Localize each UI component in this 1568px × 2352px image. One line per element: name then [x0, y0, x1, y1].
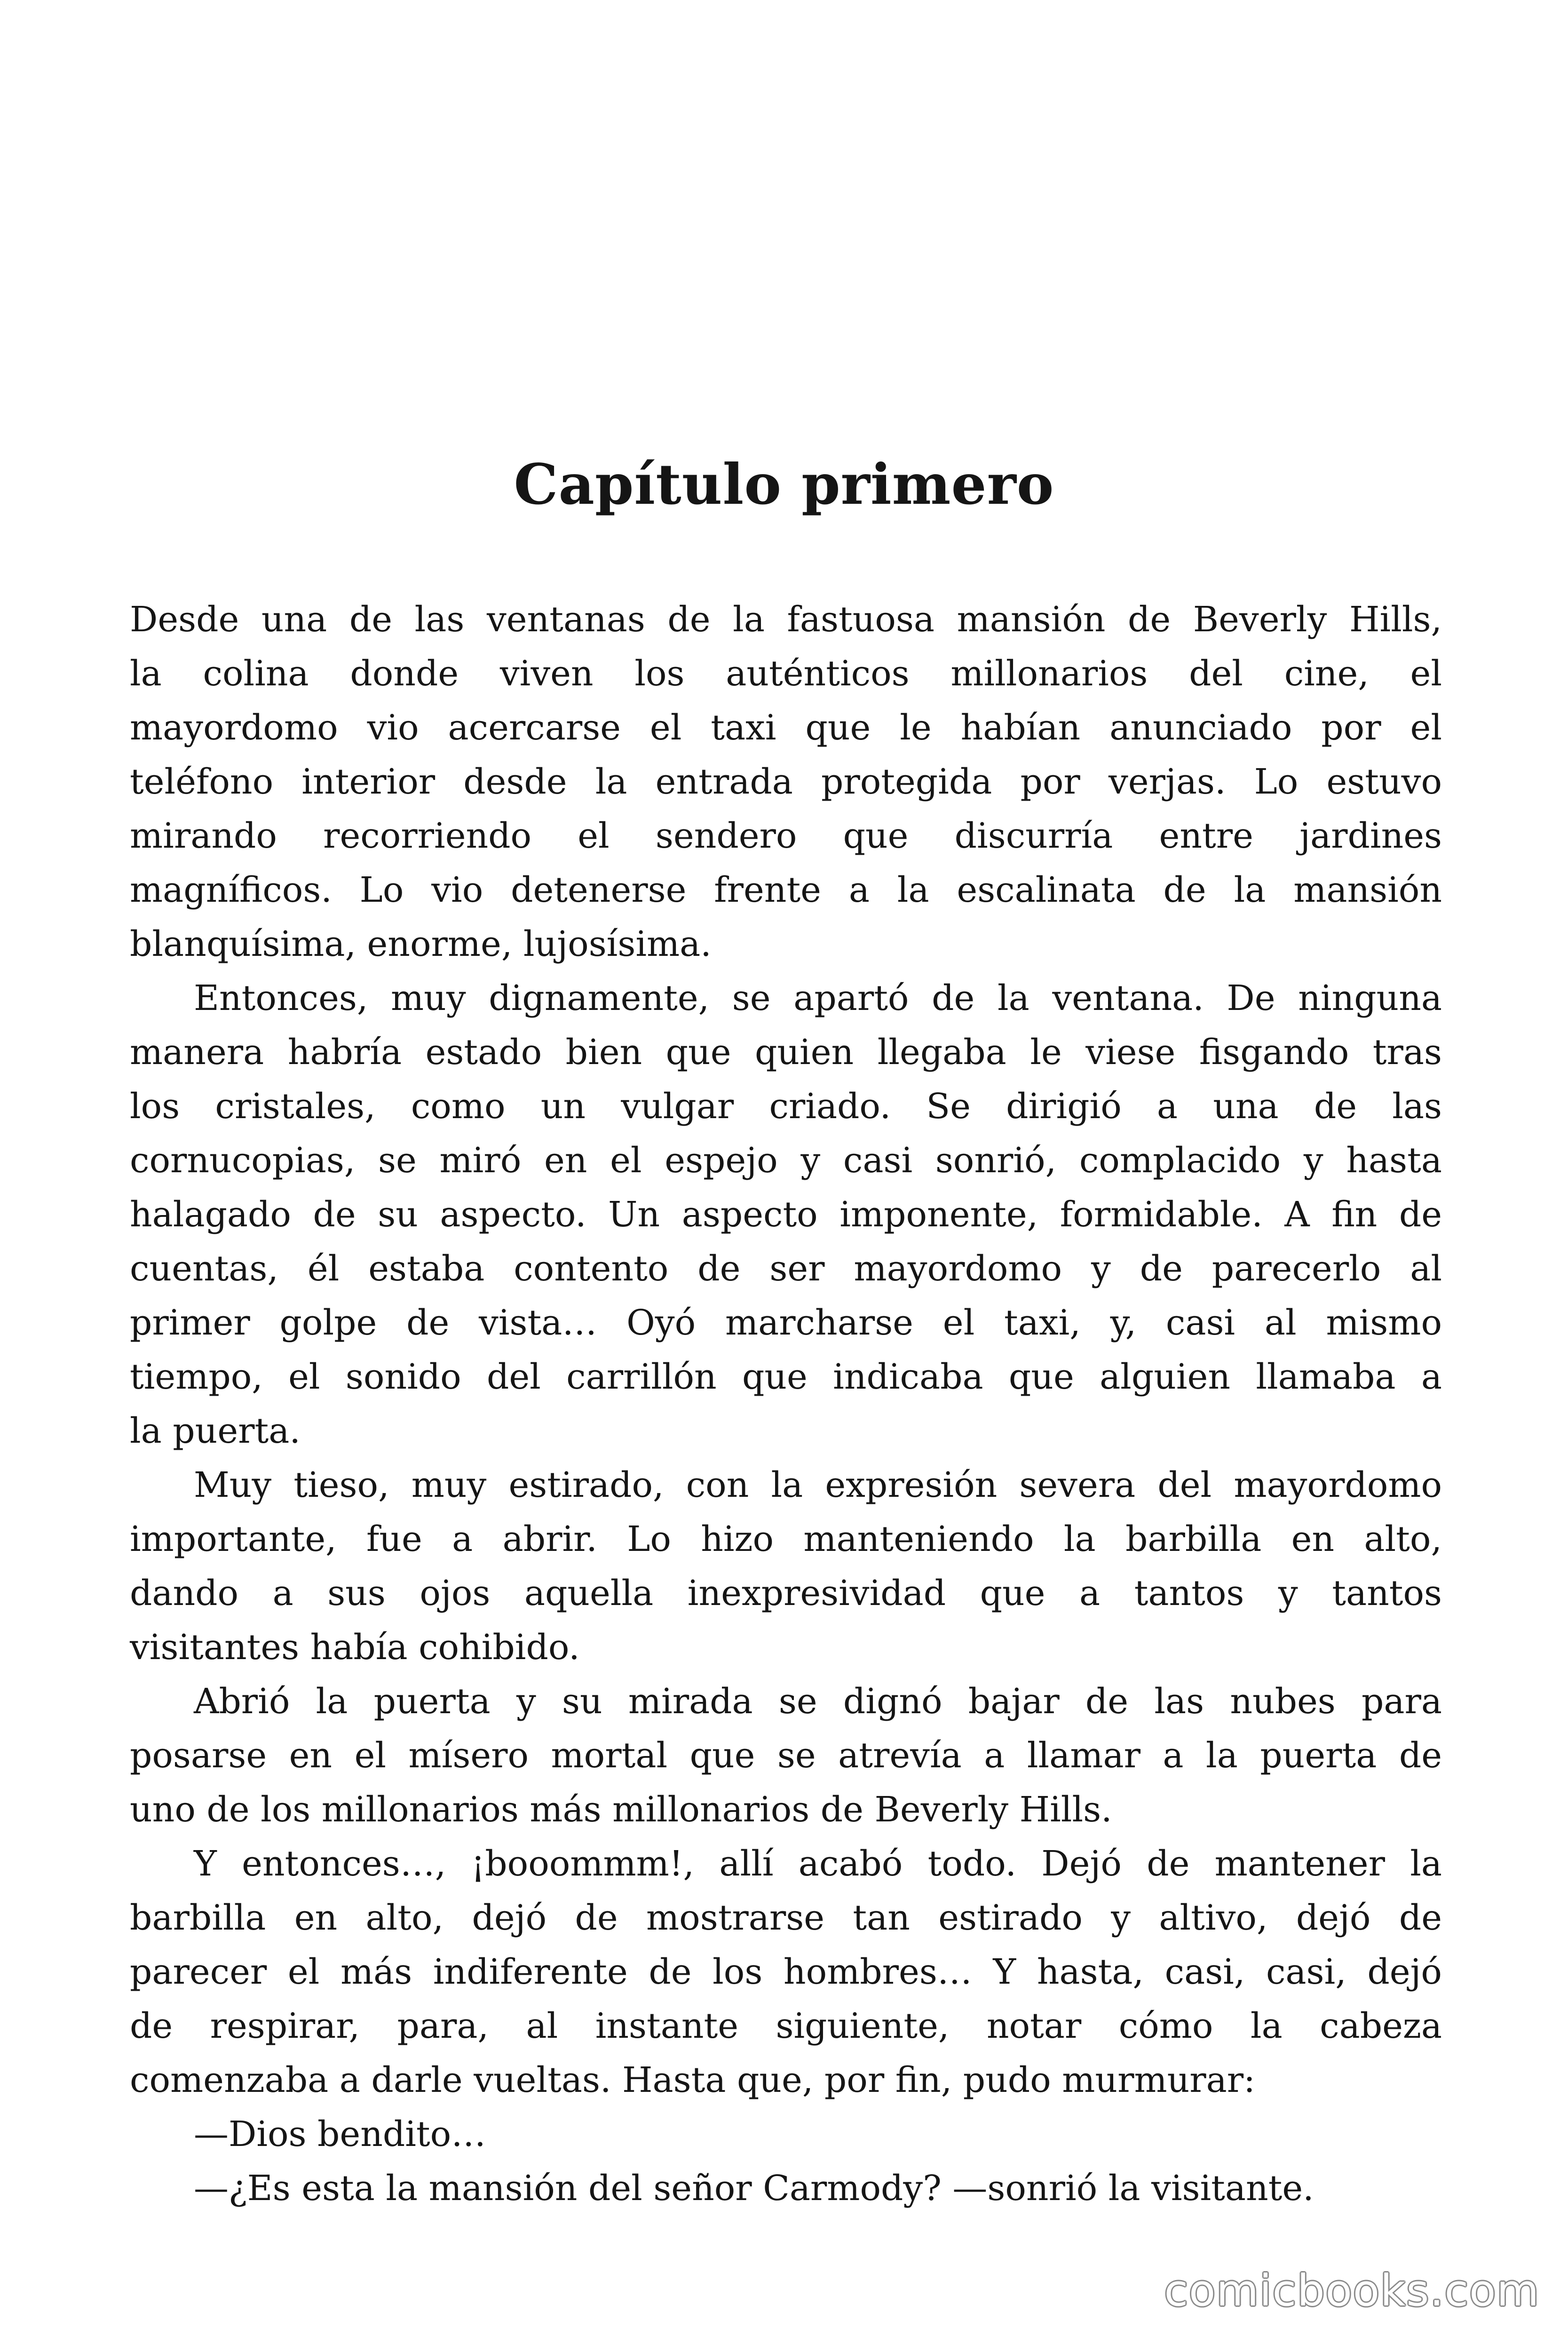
text-line: los cristales, como un vulgar criado. Se dirigió a una de las — [130, 1086, 1442, 1127]
text-line: tiempo, el sonido del carrillón que indicaba que alguien llamaba a — [130, 1357, 1442, 1397]
text-line: manera habría estado bien que quien llegaba le viese fisgando tras — [130, 1032, 1442, 1073]
chapter-title: Capítulo primero — [514, 452, 1054, 517]
paragraph — [130, 971, 1442, 1458]
watermark: comicbooks.com — [1164, 2265, 1540, 2316]
text-line: cornucopias, se miró en el espejo y casi sonrió, complacido y hasta — [130, 1140, 1442, 1181]
text-line: cuentas, él estaba contento de ser mayordomo y de parecerlo al — [130, 1248, 1442, 1289]
text-line: Y entonces…, ¡booommm!, allí acabó todo. Dejó de mantener la — [194, 1843, 1442, 1884]
text-line: visitantes había cohibido. — [130, 1627, 580, 1668]
paragraph — [130, 1837, 1442, 2107]
text-line: parecer el más indiferente de los hombres… Y hasta, casi, casi, dejó — [130, 1952, 1442, 1992]
text-line: magníficos. Lo vio detenerse frente a la escalinata de la mansión — [130, 870, 1442, 910]
text-line: mirando recorriendo el sendero que discurría entre jardines — [130, 816, 1442, 856]
text-line: Muy tieso, muy estirado, con la expresión severa del mayordomo — [194, 1465, 1442, 1505]
text-line: —Dios bendito… — [194, 2114, 486, 2154]
text-line: la colina donde viven los auténticos millonarios del cine, el — [130, 653, 1442, 694]
text-line: barbilla en alto, dejó de mostrarse tan estirado y altivo, dejó de — [130, 1898, 1442, 1938]
text-line: —¿Es esta la mansión del señor Carmody? —sonrió la visitante. — [194, 2168, 1314, 2209]
text-line: mayordomo vio acercarse el taxi que le habían anunciado por el — [130, 707, 1442, 748]
paragraph — [130, 593, 1442, 971]
dialogue-line — [130, 2161, 1442, 2216]
text-line: comenzaba a darle vueltas. Hasta que, por fin, pudo murmurar: — [130, 2060, 1256, 2100]
text-line: Desde una de las ventanas de la fastuosa mansión de Beverly Hills, — [130, 599, 1442, 640]
paragraph — [130, 1458, 1442, 1675]
text-line: blanquísima, enorme, lujosísima. — [130, 924, 712, 964]
text-line: primer golpe de vista… Oyó marcharse el taxi, y, casi al mismo — [130, 1303, 1442, 1343]
text-line: Abrió la puerta y su mirada se dignó bajar de las nubes para — [194, 1681, 1442, 1722]
text-line: de respirar, para, al instante siguiente, notar cómo la cabeza — [130, 2006, 1442, 2046]
chapter-body — [130, 593, 1442, 2216]
text-line: halagado de su aspecto. Un aspecto imponente, formidable. A fin de — [130, 1194, 1442, 1235]
text-line: dando a sus ojos aquella inexpresividad que a tantos y tantos — [130, 1573, 1442, 1613]
text-line: uno de los millonarios más millonarios de Beverly Hills. — [130, 1789, 1112, 1830]
text-line: teléfono interior desde la entrada protegida por verjas. Lo estuvo — [130, 762, 1442, 802]
text-line: la puerta. — [130, 1411, 301, 1451]
text-line: importante, fue a abrir. Lo hizo manteniendo la barbilla en alto, — [130, 1519, 1442, 1559]
paragraph — [130, 1675, 1442, 1837]
dialogue-line — [130, 2107, 1442, 2161]
text-line: Entonces, muy dignamente, se apartó de la ventana. De ninguna — [194, 978, 1442, 1018]
text-line: posarse en el mísero mortal que se atrevía a llamar a la puerta de — [130, 1735, 1442, 1776]
